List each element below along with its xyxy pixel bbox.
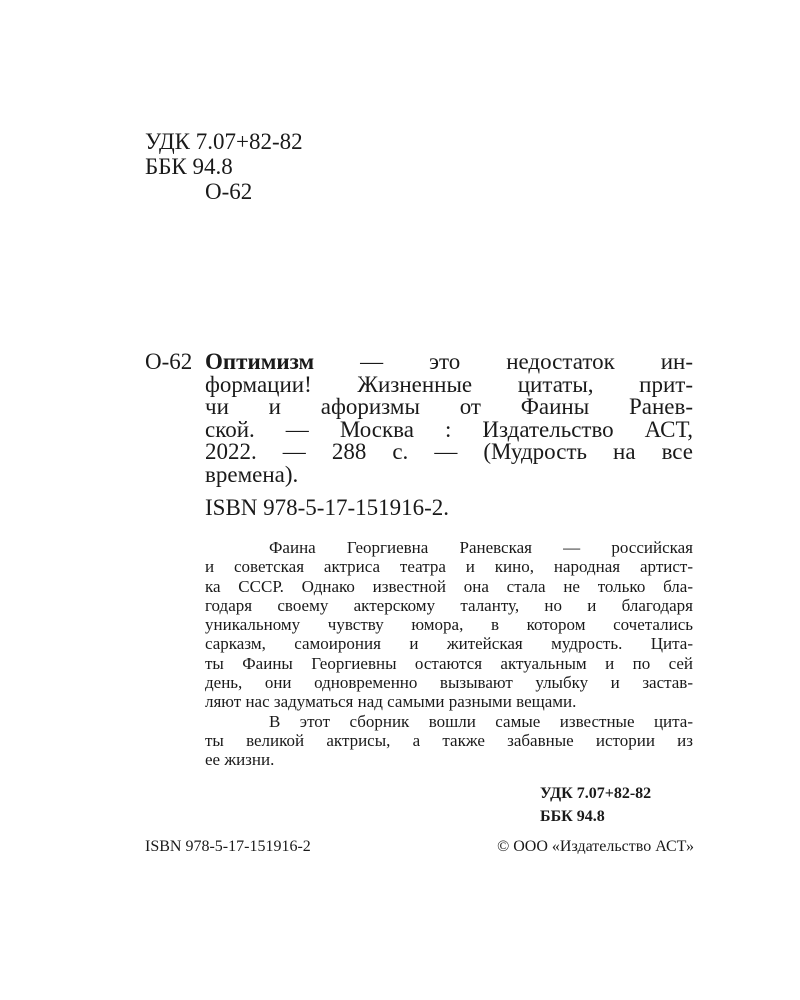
annotation-line: годаря своему актерскому таланту, но и благодаря xyxy=(205,595,693,615)
bibliographic-description xyxy=(205,351,693,486)
annotation-line: сарказм, самоирония и житейская мудрость. Цита- xyxy=(205,634,693,654)
description-line: 2022. — 288 с. — (Мудрость на все xyxy=(205,439,693,464)
annotation-line: ты Фаины Георгиевны остаются актуальным и по сей xyxy=(205,653,693,673)
description-line: формации! Жизненные цитаты, прит- xyxy=(205,371,693,397)
bottom-udk-code: УДК 7.07+82-82 xyxy=(540,785,652,802)
description-line: чи и афоризмы от Фаины Ранев- xyxy=(205,394,693,419)
annotation-line: Фаина Георгиевна Раневская — российская xyxy=(269,538,693,557)
bbk-code: ББК 94.8 xyxy=(145,154,233,179)
description-line: ской. — Москва : Издательство АСТ, xyxy=(205,416,693,442)
annotation-line: ляют нас задуматься над самыми разными вещами. xyxy=(205,692,577,712)
description-line: Оптимизм — это недостаток ин- xyxy=(205,349,693,374)
annotation-line: день, они одновременно вызывают улыбку и застав- xyxy=(205,673,693,693)
bottom-codes xyxy=(540,782,651,828)
isbn-bottom: ISBN 978-5-17-151916-2 xyxy=(145,838,311,855)
annotation-line: В этот сборник вошли самые известные цита- xyxy=(269,711,693,731)
description-line: времена). xyxy=(205,461,299,487)
book-title-lead: Оптимизм xyxy=(205,349,315,374)
annotation-line: ты великой актрисы, а также забавные истории из xyxy=(205,730,693,750)
annotation xyxy=(205,538,693,770)
isbn-main: ISBN 978-5-17-151916-2. xyxy=(205,495,450,520)
annotation-line: ее жизни. xyxy=(205,750,275,770)
description-author-sign: О-62 xyxy=(145,349,193,374)
udk-code: УДК 7.07+82-82 xyxy=(145,129,303,154)
annotation-line: ка СССР. Однако известной она стала не только бла- xyxy=(205,576,693,596)
annotation-line: и советская актриса театра и кино, народная артист- xyxy=(205,557,693,577)
author-sign: О-62 xyxy=(205,179,253,204)
annotation-line: уникальному чувству юмора, в котором сочетались xyxy=(205,615,693,635)
copyright-notice: © ООО «Издательство АСТ» xyxy=(497,838,694,855)
bottom-bbk-code: ББК 94.8 xyxy=(540,808,605,825)
